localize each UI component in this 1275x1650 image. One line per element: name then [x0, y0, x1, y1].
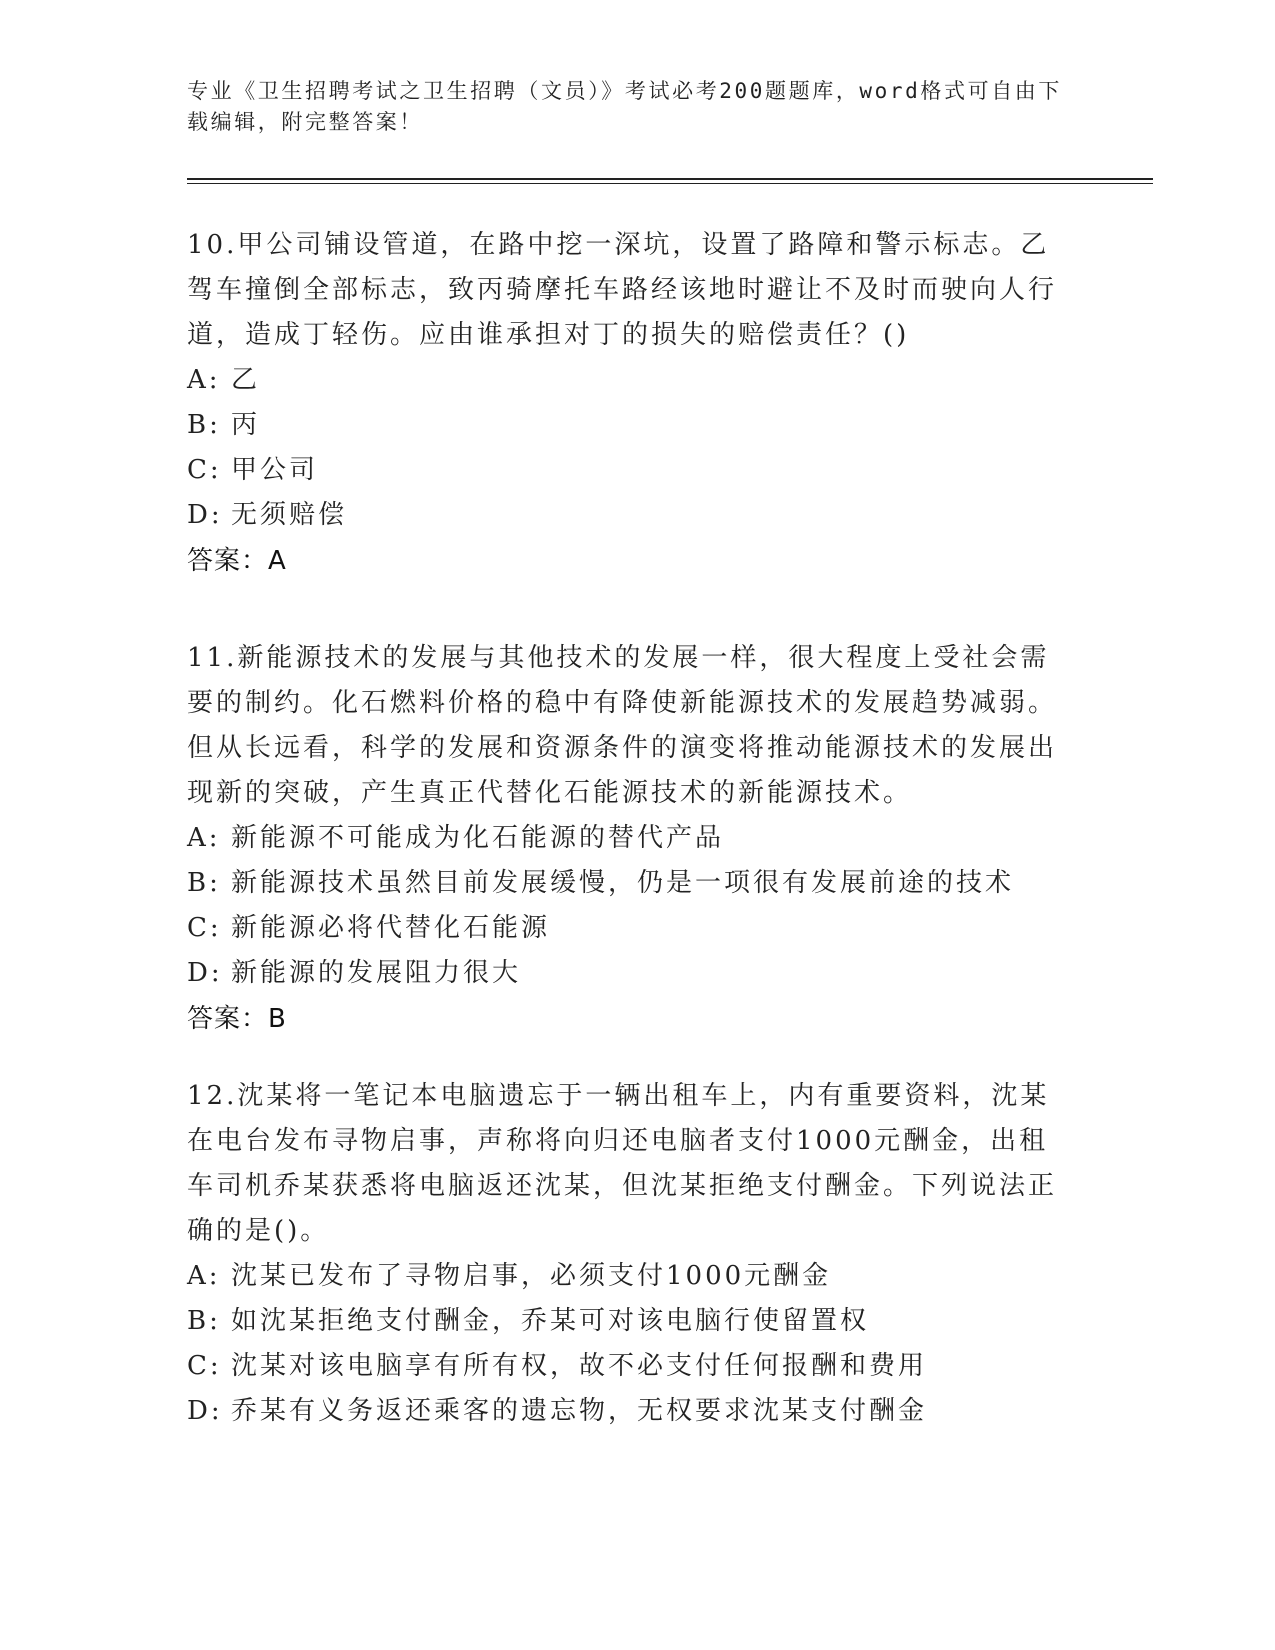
option-a — [187, 816, 1077, 861]
option-b — [187, 403, 1077, 448]
header-rule-thin — [187, 183, 1153, 184]
option-key: A: — [187, 365, 221, 395]
option-key: D: — [187, 1396, 223, 1426]
option-text: 沈某对该电脑享有所有权，故不必支付任何报酬和费用 — [231, 1351, 928, 1381]
option-a — [187, 1254, 1077, 1299]
question-stem: 10.甲公司铺设管道，在路中挖一深坑，设置了路障和警示标志。乙驾车撞倒全部标志，致丙骑摩托车路经该地时避让不及时而驶向人行道，造成丁轻伤。应由谁承担对丁的损失的赔偿责任？() — [187, 230, 1058, 350]
option-c — [187, 448, 1077, 493]
answer-label: 答案：B — [187, 1004, 287, 1034]
option-text: 如沈某拒绝支付酬金，乔某可对该电脑行使留置权 — [231, 1306, 870, 1336]
option-key: C: — [187, 913, 222, 943]
option-text: 新能源的发展阻力很大 — [231, 958, 522, 988]
document-header: 专业《卫生招聘考试之卫生招聘（文员）》考试必考200题题库，word格式可自由下载编辑，附完整答案！ — [187, 79, 1062, 134]
option-d — [187, 951, 1077, 996]
option-c — [187, 1344, 1077, 1389]
option-text: 新能源必将代替化石能源 — [231, 913, 551, 943]
option-a — [187, 358, 1077, 403]
option-b — [187, 1299, 1077, 1344]
option-key: C: — [187, 1351, 222, 1381]
question-stem: 11.新能源技术的发展与其他技术的发展一样，很大程度上受社会需要的制约。化石燃料价格的稳中有降使新能源技术的发展趋势减弱。但从长远看，科学的发展和资源条件的演变将推动能源技术的发展出现新的突破，产生真正代替化石能源技术的新能源技术。 — [187, 643, 1058, 808]
option-key: B: — [187, 410, 221, 440]
question-stem: 12.沈某将一笔记本电脑遗忘于一辆出租车上，内有重要资料，沈某在电台发布寻物启事，声称将向归还电脑者支付1000元酬金，出租车司机乔某获悉将电脑返还沈某，但沈某拒绝支付酬金。下列说法正确的是()。 — [187, 1081, 1058, 1246]
option-d — [187, 493, 1077, 538]
header-rule-thick — [187, 178, 1153, 180]
option-key: C: — [187, 455, 222, 485]
option-b — [187, 861, 1077, 906]
question-12 — [187, 1074, 1077, 1434]
option-key: A: — [187, 823, 221, 853]
option-text: 乔某有义务返还乘客的遗忘物，无权要求沈某支付酬金 — [231, 1396, 928, 1426]
option-key: B: — [187, 1306, 221, 1336]
option-key: B: — [187, 868, 221, 898]
question-11 — [187, 636, 1077, 1042]
option-text: 新能源技术虽然目前发展缓慢，仍是一项很有发展前途的技术 — [231, 868, 1015, 898]
option-text: 无须赔偿 — [231, 500, 348, 530]
option-text: 丙 — [231, 410, 261, 440]
option-text: 新能源不可能成为化石能源的替代产品 — [231, 823, 725, 853]
option-text: 沈某已发布了寻物启事，必须支付1000元酬金 — [231, 1261, 832, 1291]
option-key: A: — [187, 1261, 221, 1291]
option-key: D: — [187, 958, 223, 988]
option-text: 甲公司 — [231, 455, 319, 485]
option-text: 乙 — [231, 365, 261, 395]
answer-label: 答案：A — [187, 546, 287, 576]
question-10 — [187, 223, 1077, 584]
option-d — [187, 1389, 1077, 1434]
option-c — [187, 906, 1077, 951]
option-key: D: — [187, 500, 223, 530]
